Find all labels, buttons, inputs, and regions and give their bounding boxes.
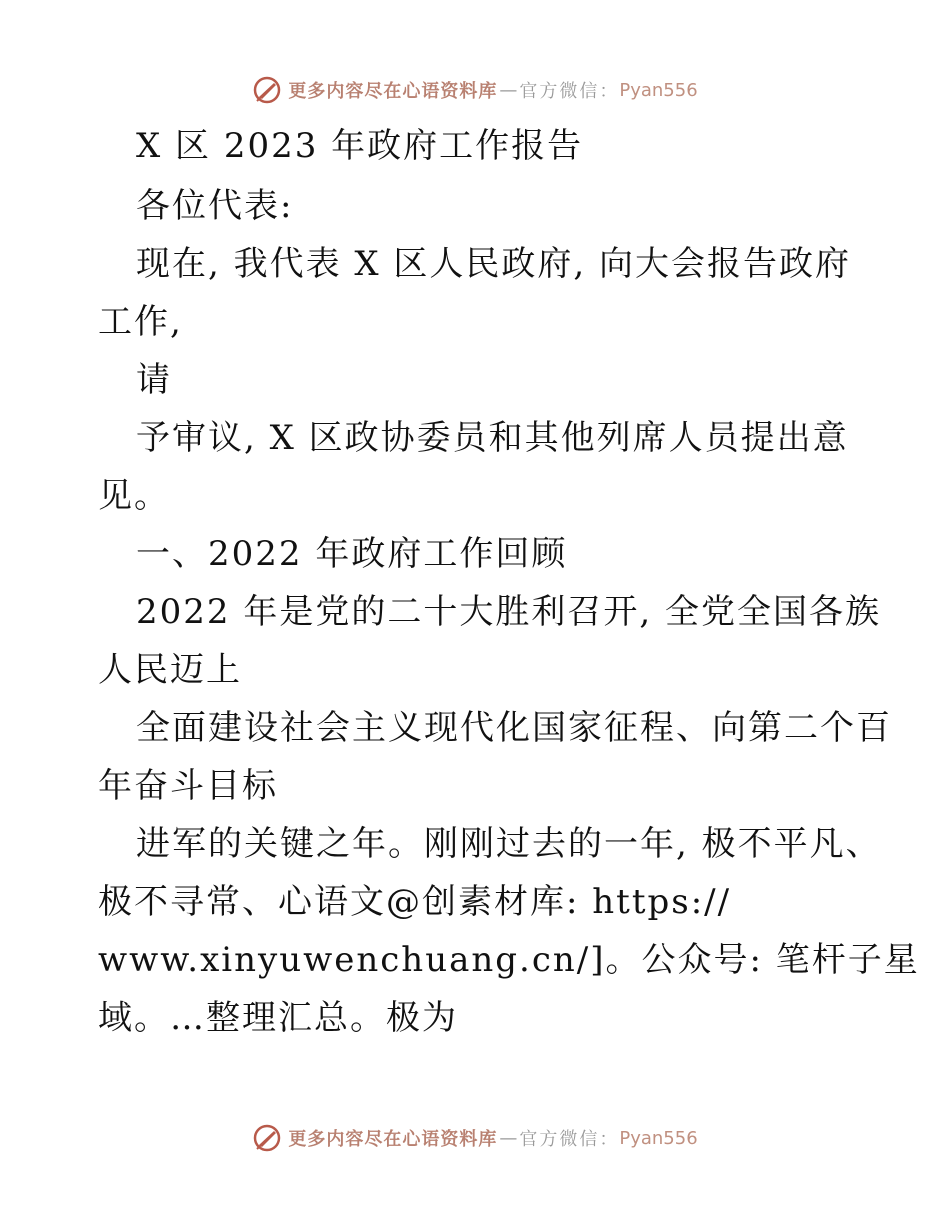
quill-logo-icon	[252, 75, 282, 105]
paragraph-line: 请	[136, 360, 172, 400]
header-watermark	[0, 72, 950, 108]
watermark-wechat-label: 官方微信：	[519, 81, 620, 102]
paragraph-line: 见。	[98, 476, 170, 516]
document-title: X 区 2023 年政府工作报告	[136, 126, 584, 166]
section-heading: 一、2022 年政府工作回顾	[136, 534, 568, 574]
watermark-brand: 更多内容尽在心语资料库	[288, 81, 498, 102]
watermark-wechat-id: Pyan556	[619, 1127, 698, 1149]
watermark-brand: 更多内容尽在心语资料库	[288, 1129, 498, 1150]
paragraph-line: 工作,	[98, 302, 183, 342]
paragraph-line: 极不寻常、心语文@创素材库: https://	[98, 882, 732, 922]
footer-watermark	[0, 1120, 950, 1156]
paragraph-line: 2022 年是党的二十大胜利召开, 全党全国各族	[136, 592, 881, 632]
watermark-wechat-id: Pyan556	[619, 79, 698, 101]
paragraph-line: 进军的关键之年。刚刚过去的一年, 极不平凡、	[136, 824, 882, 864]
watermark-wechat-label: 官方微信：	[519, 1129, 620, 1150]
paragraph-line: 域。…整理汇总。极为	[98, 998, 458, 1038]
paragraph-line: 人民迈上	[98, 650, 242, 690]
paragraph-line: www.xinyuwenchuang.cn/]。公众号: 笔杆子星	[98, 940, 920, 980]
salutation: 各位代表:	[136, 186, 294, 226]
watermark-dash: —	[499, 79, 518, 101]
paragraph-line: 现在, 我代表 X 区人民政府, 向大会报告政府	[136, 244, 852, 284]
quill-logo-icon	[252, 1123, 282, 1153]
paragraph-line: 年奋斗目标	[98, 766, 278, 806]
paragraph-line: 予审议, X 区政协委员和其他列席人员提出意	[136, 418, 849, 458]
paragraph-line: 全面建设社会主义现代化国家征程、向第二个百	[136, 708, 892, 748]
watermark-dash: —	[499, 1127, 518, 1149]
